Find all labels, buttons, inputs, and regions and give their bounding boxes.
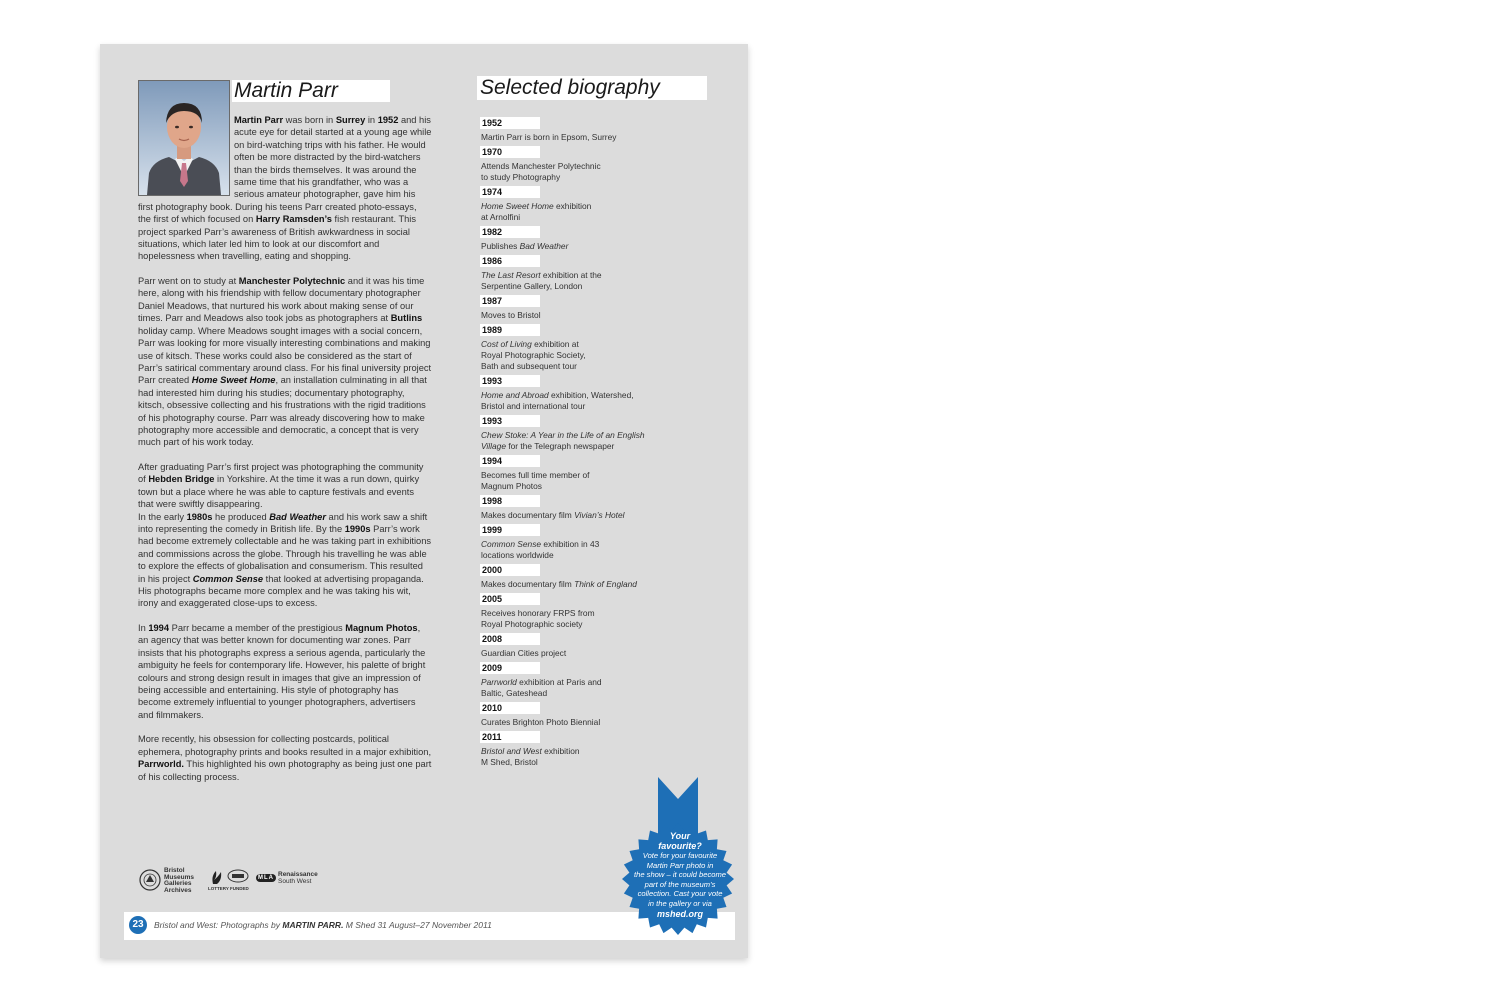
bio-text: Parr went on to study at [138,276,239,287]
timeline-entry [480,324,680,372]
bio-year: 1990s [344,523,371,534]
magazine-page [100,44,748,958]
bio-text: This highlighted his own photography as being just one part of his collecting process. [138,759,432,782]
timeline-description [480,161,680,183]
timeline-entry [480,295,680,321]
logo-text: South West [278,878,312,885]
timeline-entry [480,731,680,768]
bio-text: in Yorkshire. At the time it was a run down, quirky town but a place where he was able to capture festivals and events that were swiftly disappearing. [138,474,420,510]
timeline-description [480,510,680,521]
footer-text: Bristol and West: Photographs by [154,920,283,930]
timeline-entry [480,226,680,252]
logo-text: Museums [164,873,194,881]
timeline-year: 1994 [480,455,540,467]
timeline-work-title: Think of England [574,579,637,589]
timeline-text: Becomes full time member of [481,470,590,480]
bio-place: Butlins [390,313,423,324]
timeline-year: 2009 [480,662,540,674]
bio-text: , an agency that was better known for documenting war zones. Parr insists that his photographs express a serious agenda, particularly the ambiguity he feels for contemporary life. However, his palette of bright colours and strong design result in images that give an impression of being accessible and entertaining. His style of photography has become extremely influential to younger photographers, advertisers and filmmakers. [138,623,426,720]
timeline-description [480,470,680,492]
timeline-text: Magnum Photos [481,481,542,491]
timeline-work-title: Cost of Living [481,339,532,349]
badge-line: Martin Parr photo in [646,860,714,870]
timeline-description [480,339,680,372]
logo-text: Bristol [164,867,185,874]
timeline-year: 1998 [480,495,540,507]
timeline-text: M Shed, Bristol [481,757,538,767]
bio-text: holiday camp. Where Meadows sought images with a social concern, Parr was looking for more visually interesting combinations and making use of kitsch. These works could also be considered as the start of Parr’s satirical commentary around class. For his final university project Parr created [138,325,432,386]
sponsor-logos [138,868,378,894]
timeline-text: Bristol and international tour [481,401,586,411]
bio-text: and his acute eye for detail started at a young age while on bird-watching trips with his father. He would often be more distracted by the bird-watchers than the birds themselves. It was around the same time that his grandfather, who was a serious amateur photographer, gave him his first photography book. During his teens Parr created photo-essays, the first of which focused on [138,115,432,225]
timeline-year: 1952 [480,117,540,129]
timeline-year: 1970 [480,146,540,158]
bio-name: Martin Parr [234,115,284,125]
timeline-work-title: Vivian’s Hotel [574,510,625,520]
timeline-text: Bath and subsequent tour [481,361,577,371]
bio-place: Harry Ramsden’s [255,214,332,225]
badge-title: Your [669,831,691,841]
timeline-year: 2005 [480,593,540,605]
timeline-entry [480,495,680,521]
timeline-description [480,717,680,728]
badge-link[interactable]: mshed.org [656,908,703,919]
timeline-entry [480,186,680,223]
timeline-text: to study Photography [481,172,561,182]
bio-work-title: Common Sense [192,573,264,584]
bio-paragraph-4 [138,622,432,721]
bio-text: that looked at advertising propaganda. [263,573,424,584]
timeline-description [480,310,680,321]
timeline-text: Makes documentary film [481,510,575,520]
timeline-year: 2008 [480,633,540,645]
bio-text: and it was his time here, along with his friendship with fellow documentary photographer Daniel Meadows, that nurtured his work about making sense of our times. Parr and Meadows also took jobs as photographers at [138,276,425,324]
footer-caption [154,920,492,930]
timeline-year: 1974 [480,186,540,198]
bio-text: After graduating Parr’s first project was photographing the community of [138,461,424,485]
bio-year: 1994 [148,623,170,633]
timeline-work-title: Home and Abroad [481,390,549,400]
bristol-museums-logo [164,868,206,894]
timeline-text: locations worldwide [481,550,554,560]
vote-badge [620,769,740,939]
bio-place: Manchester Polytechnic [238,276,346,287]
badge-line: Vote for your favourite [642,851,718,860]
timeline-text: exhibition at [531,339,579,349]
biography-text [138,114,432,795]
timeline-description [480,430,680,452]
timeline-text: at Arnolfini [481,212,521,222]
timeline-year: 1986 [480,255,540,267]
timeline-year: 2011 [480,731,540,743]
heritage-lottery-logo [226,868,250,884]
timeline-description [480,648,680,659]
mla-logo: MLA [258,875,274,881]
timeline-text: exhibition at Paris and [516,677,602,687]
bio-text: in [365,115,378,125]
timeline-entry [480,117,680,143]
timeline-text: exhibition [541,746,580,756]
lottery-funded-label: LOTTERY FUNDED [208,886,249,891]
bristol-crest-logo [138,868,162,892]
timeline-description [480,270,680,292]
bio-work-title: Bad Weather [269,511,326,522]
bio-work-title: Parrworld. [138,759,184,770]
bio-heading-box [232,80,390,102]
bio-paragraph-2 [138,275,432,449]
timeline-year: 1987 [480,295,540,307]
timeline-work-title: Common Sense [481,539,542,549]
bio-place: Magnum Photos [345,623,418,633]
timeline-entry [480,662,680,699]
timeline-description [480,579,680,590]
timeline-year: 1993 [480,375,540,387]
timeline-entry [480,255,680,292]
bio-place: Hebden Bridge [148,474,215,485]
timeline-work-title: Bad Weather [519,241,569,251]
bio-place: Surrey [335,115,366,125]
badge-line: part of the museum’s [644,879,716,889]
timeline-entry [480,146,680,183]
bio-text: In [138,623,149,633]
renaissance-logo [278,871,318,885]
timeline-entry [480,524,680,561]
timeline-entry [480,375,680,412]
timeline-description [480,132,680,143]
logo-text: Galleries [164,880,192,888]
timeline-entry [480,633,680,659]
timeline-year: 1982 [480,226,540,238]
bio-text: In the early [138,511,187,522]
logo-text: Archives [164,886,192,894]
selected-biography-heading: Selected biography [480,76,660,99]
bio-heading: Martin Parr [234,79,338,102]
timeline-text: exhibition at the [540,270,602,280]
vote-badge-text [620,831,740,919]
footer-text: M Shed 31 August–27 November 2011 [343,920,492,930]
timeline-text: Attends Manchester Polytechnic [481,161,601,171]
badge-line: collection. Cast your vote [637,889,723,899]
timeline-entry [480,455,680,492]
timeline-text: exhibition [553,201,592,211]
biography-timeline [480,117,680,771]
timeline-text: Makes documentary film [481,579,575,589]
selected-biography-heading-box [477,76,707,100]
bio-text: was born in [283,115,336,125]
bio-year: 1980s [186,511,213,522]
timeline-work-title: Home Sweet Home [481,201,554,211]
timeline-text: exhibition, Watershed, [548,390,634,400]
lottery-hands-logo [210,868,224,886]
page-number: 23 [129,916,147,934]
badge-line: in the gallery or via [648,898,712,908]
timeline-entry [480,415,680,452]
timeline-work-title: Village [481,441,506,451]
portrait-wrap-spacer [138,114,234,196]
bio-text: Parr’s work had become extremely collectable and he was taking part in exhibitions and commissions across the globe. Through his travelling he was able to explore the effects of globalisation and consumerism. This resulted in his project [138,523,432,584]
timeline-text: Royal Photographic society [481,619,583,629]
timeline-description [480,390,680,412]
bio-text: More recently, his obsession for collecting postcards, political ephemera, photography prints and books resulted in a major exhibition, [138,734,432,757]
timeline-year: 2010 [480,702,540,714]
bio-text: Parr became a member of the prestigious [169,623,346,633]
bio-paragraph-3 [138,461,432,610]
logo-text: Renaissance [278,871,318,878]
timeline-text: Curates Brighton Photo Biennial [481,717,601,727]
timeline-text: Guardian Cities project [481,648,567,658]
timeline-text: exhibition in 43 [541,539,600,549]
timeline-description [480,746,680,768]
footer-artist: MARTIN PARR. [282,920,344,930]
timeline-work-title: The Last Resort [481,270,541,280]
badge-line: the show – it could become [633,870,727,880]
timeline-year: 2000 [480,564,540,576]
timeline-text: Martin Parr is born in Epsom, Surrey [481,132,617,142]
timeline-work-title: Parrworld [481,677,517,687]
bio-text: , an installation culminating in all that had interested him during his studies; documentary photography, kitsch, obsessive collecting and his frustrations with the rigid traditions of his photography course. Parr was already discovering how to make photography more accessible and democratic, a concept that is very much part of his work today. [138,375,427,448]
timeline-text: Serpentine Gallery, London [481,281,583,291]
bio-text: he produced [212,511,270,522]
timeline-text: Receives honorary FRPS from [481,608,595,618]
timeline-description [480,608,680,630]
timeline-year: 1999 [480,524,540,536]
bio-text: and his work saw a shift into representing the comedy in British life. By the [138,511,428,534]
bio-work-title: Home Sweet Home [191,375,276,386]
timeline-text: Moves to Bristol [481,310,541,320]
bio-text: His photographs became more complex and he was taking his wit, irony and exaggerated close-ups to excess. [138,586,411,609]
timeline-description [480,539,680,561]
timeline-description [480,201,680,223]
timeline-description [480,241,680,252]
bio-text: fish restaurant. This project sparked Parr’s awareness of British awkwardness in social situations, which later led him to look at our discomfort and hopelessness when travelling, eating and shopping. [138,214,417,262]
timeline-text: Publishes [481,241,520,251]
timeline-work-title: Chew Stoke: A Year in the Life of an English [481,430,645,440]
badge-title: favourite? [658,841,702,851]
timeline-description [480,677,680,699]
timeline-text: Royal Photographic Society, [481,350,586,360]
timeline-text: Baltic, Gateshead [481,688,548,698]
timeline-year: 1989 [480,324,540,336]
bio-paragraph-5 [138,733,432,783]
timeline-year: 1993 [480,415,540,427]
timeline-entry [480,564,680,590]
timeline-entry [480,702,680,728]
bio-year: 1952 [377,115,399,125]
timeline-entry [480,593,680,630]
timeline-work-title: Bristol and West [481,746,542,756]
timeline-text: for the Telegraph newspaper [506,441,615,451]
